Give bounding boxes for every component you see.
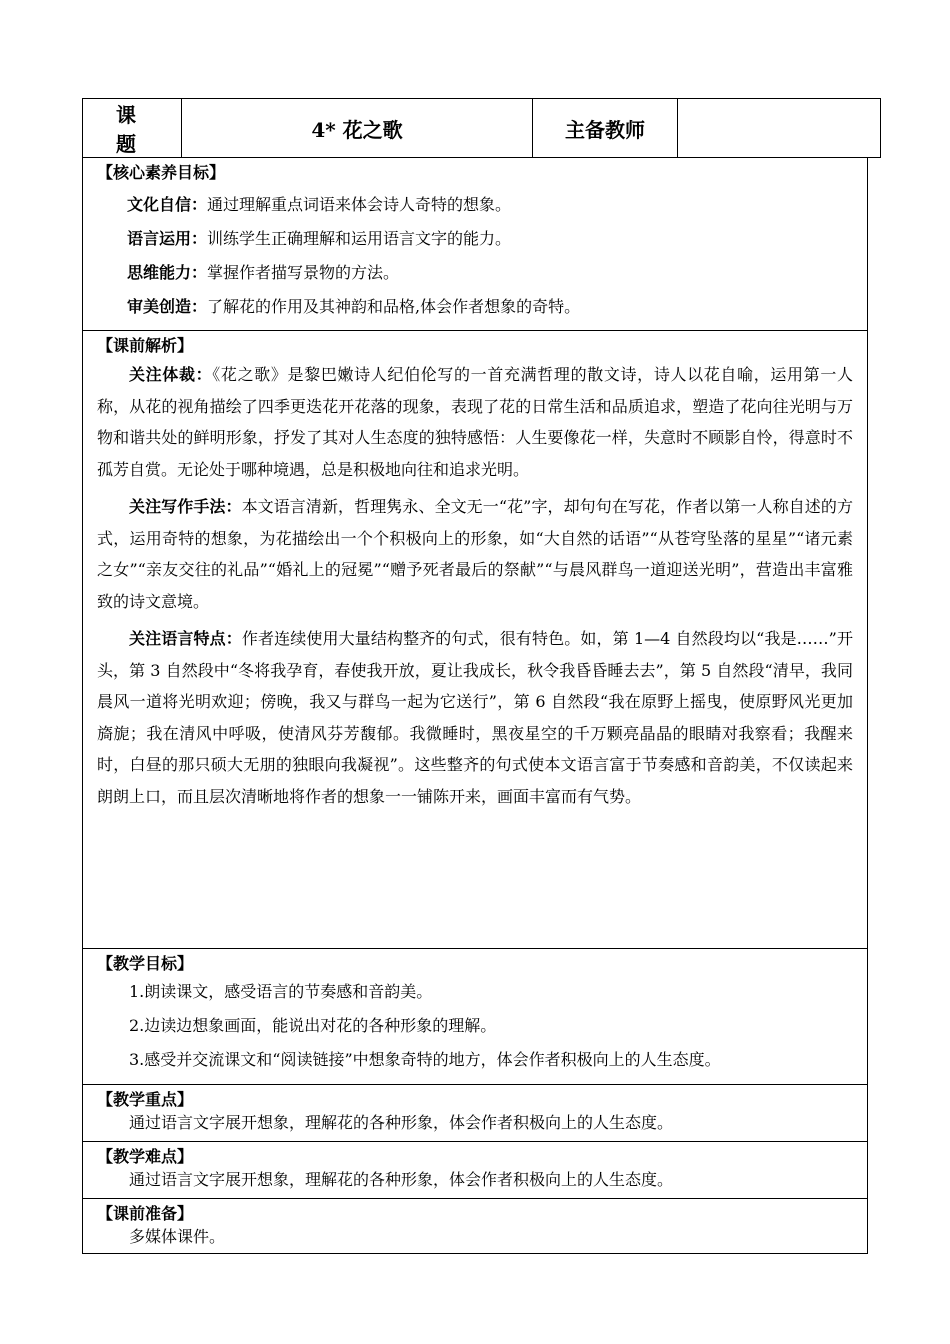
goal-label: 思维能力：	[127, 263, 208, 282]
paragraph-text: 《花之歌》是黎巴嫩诗人纪伯伦写的一首充满哲理的散文诗，诗人以花自喻，运用第一人称，从花的视角描绘了四季更迭花开花落的现象，表现了花的日常生活和品质追求，塑造了花向往光明与万物和谐共处的鲜明形象，抒发了其对人生态度的独特感悟：人生要像花一样，失意时不顾影自怜，得意时不孤芳自赏。无论处于哪种境遇，总是积极地向往和追求光明。	[97, 365, 853, 479]
teaching-goals-section	[82, 949, 868, 1085]
paragraph-text: 作者连续使用大量结构整齐的句式，很有特色。如，第 1—4 自然段均以“我是……”开头，第 3 自然段中“冬将我孕育，春使我开放，夏让我成长，秋令我昏昏睡去去”，第 5 自然段“清早，我同晨风一道将光明欢迎；傍晚，我又与群鸟一起为它送行”，第 6 自然段“我在原野上摇曳，使原野风光更加旖旎；我在清风中呼吸，使清风芬芳馥郁。我微睡时，黑夜星空的千万颗亮晶晶的眼睛对我察看；我醒来时，白昼的那只硕大无朋的独眼向我凝视”。这些整齐的句式使本文语言富于节奏感和音韵美，不仅读起来朗朗上口，而且层次清晰地将作者的想象一一铺陈开来，画面丰富而有气势。	[97, 629, 853, 806]
teaching-goal-item: 2.边读边想象画面，能说出对花的各种形象的理解。	[129, 1016, 497, 1035]
preparation-text: 多媒体课件。	[129, 1227, 226, 1246]
goal-item	[97, 222, 853, 256]
preparation-section	[82, 1199, 868, 1254]
goal-text: 了解花的作用及其神韵和品格,体会作者想象的奇特。	[207, 297, 581, 316]
section-heading: 【教学重点】	[97, 1090, 194, 1109]
paragraph-text: 本文语言清新，哲理隽永、全文无一“花”字，却句句在写花，作者以第一人称自述的方式，运用奇特的想象，为花描绘出一个个积极向上的形象，如“大自然的话语”“从苍穹坠落的星星”“诸元素之女”“亲友交往的礼品”“婚礼上的冠冕”“赠予死者最后的祭献”“与晨风群鸟一道迎送光明”，营造出丰富雅致的诗文意境。	[97, 497, 853, 611]
section-heading: 【核心素养目标】	[97, 163, 226, 182]
teacher-label: 主备教师	[533, 99, 678, 158]
analysis-paragraph	[97, 623, 853, 812]
analysis-paragraph	[97, 359, 853, 485]
section-heading: 【课前准备】	[97, 1204, 194, 1223]
paragraph-label: 关注写作手法：	[129, 497, 242, 516]
difficulties-section	[82, 1142, 868, 1199]
key-points-text: 通过语言文字展开想象，理解花的各种形象，体会作者积极向上的人生态度。	[129, 1113, 674, 1132]
teaching-goal-item: 1.朗读课文，感受语言的节奏感和音韵美。	[129, 982, 433, 1001]
goal-item	[97, 188, 853, 222]
section-heading: 【教学难点】	[97, 1147, 194, 1166]
goal-item	[97, 256, 853, 290]
teaching-goal-item: 3.感受并交流课文和“阅读链接”中想象奇特的地方，体会作者积极向上的人生态度。	[129, 1050, 721, 1069]
goal-text: 掌握作者描写景物的方法。	[207, 263, 400, 282]
goal-label: 审美创造：	[127, 297, 208, 316]
header-table	[82, 98, 881, 158]
section-heading: 【教学目标】	[97, 954, 194, 973]
lesson-plan-document	[82, 98, 868, 1254]
section-heading: 【课前解析】	[97, 336, 194, 355]
paragraph-label: 关注语言特点：	[129, 629, 242, 648]
paragraph-label: 关注体裁：	[129, 365, 213, 384]
goal-item	[97, 290, 853, 324]
topic-label: 课 题	[83, 99, 182, 158]
goal-label: 语言运用：	[127, 229, 208, 248]
goal-text: 训练学生正确理解和运用语言文字的能力。	[207, 229, 512, 248]
core-goals-section	[82, 158, 868, 331]
analysis-paragraph	[97, 491, 853, 617]
difficulties-text: 通过语言文字展开想象，理解花的各种形象，体会作者积极向上的人生态度。	[129, 1170, 674, 1189]
key-points-section	[82, 1085, 868, 1142]
topic-value: 4* 花之歌	[182, 99, 533, 158]
goal-label: 文化自信：	[127, 195, 208, 214]
goal-text: 通过理解重点词语来体会诗人奇特的想象。	[207, 195, 512, 214]
analysis-section	[82, 331, 868, 949]
teacher-value	[678, 99, 881, 158]
